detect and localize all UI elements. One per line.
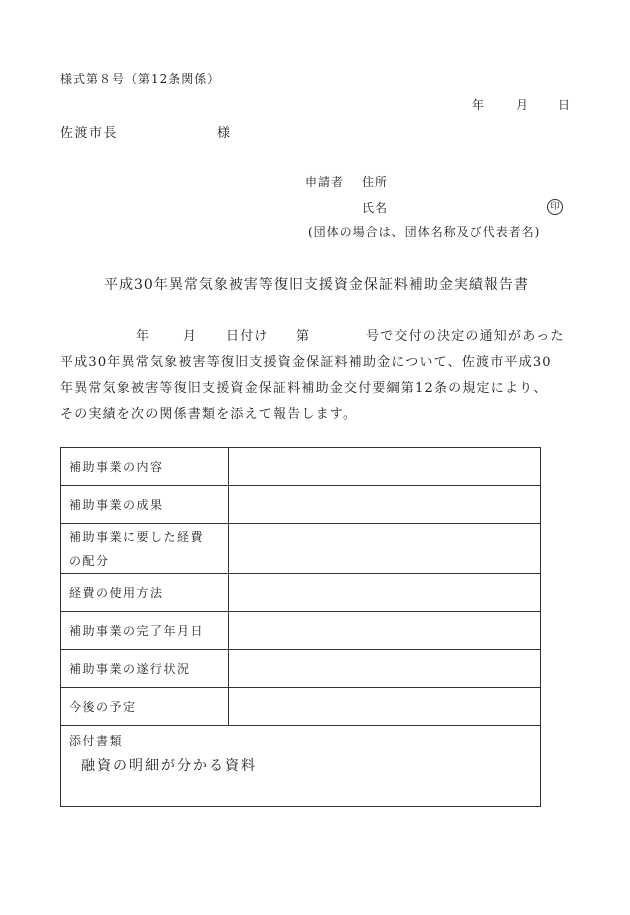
attachments-label: 添付書類 [69, 734, 124, 748]
table-row [61, 650, 541, 688]
row-label: 経費の使用方法 [61, 574, 229, 612]
body-line1-tail: 号で交付の決定の通知があった [366, 329, 565, 344]
row-label: 補助事業の完了年月日 [61, 612, 229, 650]
row-label: 今後の予定 [61, 688, 229, 726]
row-label-line1: 補助事業に要した経費 [69, 529, 205, 544]
body-line4: その実績を次の関係書類を添えて報告します。 [60, 407, 358, 422]
addressee-name: 佐渡市長 [60, 126, 119, 141]
row-label-line2: の配分 [69, 553, 110, 568]
row-value-cell[interactable] [229, 524, 541, 574]
row-value-cell[interactable] [229, 612, 541, 650]
addressee-honorific: 様 [217, 126, 232, 141]
row-label: 補助事業の成果 [61, 486, 229, 524]
row-value-cell[interactable] [229, 650, 541, 688]
row-label [61, 524, 229, 574]
table-row [61, 486, 541, 524]
ref-number-prefix: 第 [296, 329, 311, 344]
seal-mark: 印 [547, 199, 563, 215]
row-value-cell[interactable] [229, 486, 541, 524]
date-month-label: 月 [516, 98, 530, 112]
applicant-address-label: 住所 [362, 175, 389, 189]
row-value-cell[interactable] [229, 688, 541, 726]
table-row [61, 688, 541, 726]
applicant-note: (団体の場合は、団体名称及び代表者名) [308, 225, 541, 239]
row-value-cell[interactable] [229, 574, 541, 612]
table-row [61, 574, 541, 612]
date-day-label: 日 [558, 98, 572, 112]
applicant-name-label: 氏名 [362, 201, 389, 215]
table-row [61, 524, 541, 574]
row-label: 補助事業の内容 [61, 448, 229, 486]
body-line3: 年異常気象被害等復旧支援資金保証料補助金交付要綱第12条の規定により、 [60, 381, 548, 396]
table-row-attachments [61, 726, 541, 807]
document-title: 平成30年異常気象被害等復旧支援資金保証料補助金実績報告書 [104, 277, 529, 293]
report-items-table [60, 447, 541, 807]
applicant-role-label: 申請者 [305, 175, 345, 189]
body-line2: 平成30年異常気象被害等復旧支援資金保証料補助金について、佐渡市平成30 [60, 355, 552, 370]
attachments-item: 融資の明細が分かる資料 [81, 758, 257, 774]
ref-day-label: 日付け [226, 329, 269, 344]
table-row [61, 448, 541, 486]
date-year-label: 年 [472, 98, 486, 112]
row-value-cell[interactable] [229, 448, 541, 486]
ref-year-label: 年 [136, 329, 151, 344]
ref-month-label: 月 [183, 329, 198, 344]
attachments-cell [61, 726, 541, 807]
row-label: 補助事業の遂行状況 [61, 650, 229, 688]
table-row [61, 612, 541, 650]
form-number: 様式第８号（第12条関係） [60, 72, 221, 86]
